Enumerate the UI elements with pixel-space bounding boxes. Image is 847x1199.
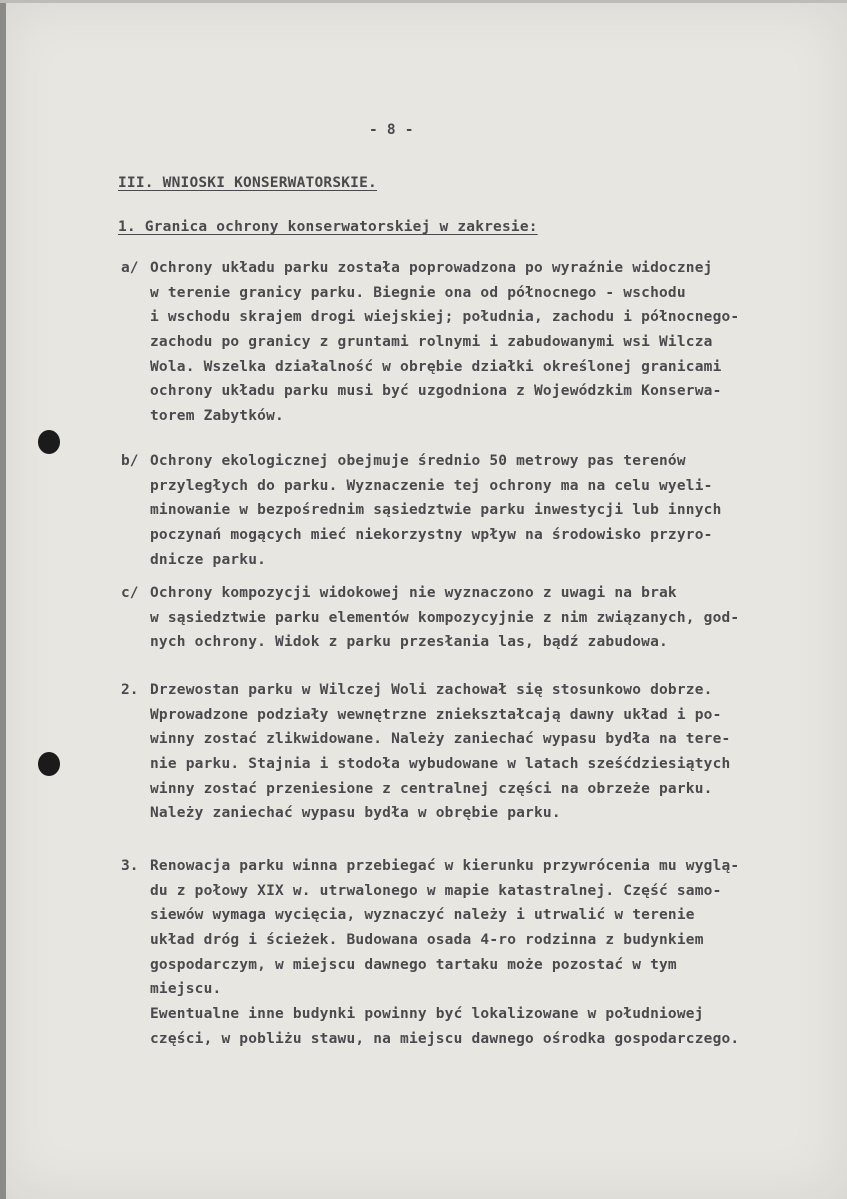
paragraph-line: torem Zabytków. (150, 408, 284, 425)
paragraph-line: Ochrony ekologicznej obejmuje średnio 50 metrowy pas terenów (150, 453, 686, 469)
paragraph-line: zachodu po granicy z gruntami rolnymi i zabudowanymi wsi Wilcza (150, 334, 713, 351)
paragraph-line: gospodarczym, w miejscu dawnego tartaku może pozostać w tym (150, 956, 677, 973)
paragraph-line: winny zostać zlikwidowane. Należy zaniechać wypasu bydła na tere- (150, 731, 731, 748)
paragraph-a (150, 256, 739, 429)
paragraph-line: w sąsiedztwie parku elementów kompozycyjnie z nim związanych, god- (150, 609, 740, 626)
item-marker-b: b/ (121, 453, 139, 469)
punch-hole-bottom (38, 752, 60, 776)
paragraph-line: Wprowadzone podziały wewnętrzne zniekształcają dawny układ i po- (150, 706, 722, 723)
paragraph-line: nie parku. Stajnia i stodoła wybudowane w latach sześćdziesiątych (150, 756, 731, 773)
paragraph-line: Ochrony kompozycji widokowej nie wyznaczono z uwagi na brak (150, 585, 677, 601)
paragraph-line: Drzewostan parku w Wilczej Woli zachował się stosunkowo dobrze. (150, 682, 713, 698)
page-number: - 8 - (369, 122, 414, 138)
paragraph-line: części, w pobliżu stawu, na miejscu dawnego ośrodka gospodarczego. (150, 1030, 740, 1047)
paragraph-line: ochrony układu parku musi być uzgodniona z Wojewódzkim Konserwa- (150, 383, 722, 400)
page-left-edge (0, 0, 6, 1199)
subheading: 1. Granica ochrony konserwatorskiej w zakresie: (118, 219, 538, 235)
item-marker-c: c/ (121, 585, 139, 601)
paragraph-b (150, 449, 722, 572)
item-marker-2: 2. (121, 682, 139, 698)
item-marker-a: a/ (121, 260, 139, 276)
paragraph-line: układ dróg i ścieżek. Budowana osada 4-ro rodzinna z budynkiem (150, 932, 704, 949)
section-heading: III. WNIOSKI KONSERWATORSKIE. (118, 175, 377, 191)
paragraph-line: poczynań mogących mieć niekorzystny wpływ na środowisko przyro- (150, 527, 713, 544)
paragraph-line: i wschodu skrajem drogi wiejskiej; południa, zachodu i północnego- (150, 309, 740, 326)
paragraph-line: w terenie granicy parku. Biegnie ona od północnego - wschodu (150, 284, 686, 301)
paragraph-2 (150, 678, 730, 826)
paragraph-line: Wola. Wszelka działalność w obrębie działki określonej granicami (150, 358, 722, 375)
paragraph-line: du z połowy XIX w. utrwalonego w mapie katastralnej. Część samo- (150, 882, 722, 899)
paragraph-line: Ewentualne inne budynki powinny być lokalizowane w południowej (150, 1006, 704, 1023)
paragraph-line: przyległych do parku. Wyznaczenie tej ochrony ma na celu wyeli- (150, 477, 713, 494)
paragraph-line: Należy zaniechać wypasu bydła w obrębie parku. (150, 805, 561, 822)
paragraph-line: minowanie w bezpośrednim sąsiedztwie parku inwestycji lub innych (150, 502, 722, 519)
item-marker-3: 3. (121, 858, 139, 874)
paragraph-line: Ochrony układu parku została poprowadzona po wyraźnie widocznej (150, 260, 713, 276)
paragraph-line: Renowacja parku winna przebiegać w kierunku przywrócenia mu wyglą- (150, 858, 740, 874)
paragraph-line: dnicze parku. (150, 551, 267, 568)
page-top-edge (0, 0, 847, 3)
punch-hole-top (38, 430, 60, 454)
paragraph-line: nych ochrony. Widok z parku przesłania las, bądź zabudowa. (150, 634, 668, 651)
paragraph-3 (150, 854, 739, 1052)
paragraph-line: siewów wymaga wycięcia, wyznaczyć należy i utrwalić w terenie (150, 907, 695, 924)
paragraph-line: winny zostać przeniesione z centralnej części na obrzeże parku. (150, 780, 713, 797)
paragraph-c (150, 581, 739, 655)
paragraph-line: miejscu. (150, 981, 222, 998)
